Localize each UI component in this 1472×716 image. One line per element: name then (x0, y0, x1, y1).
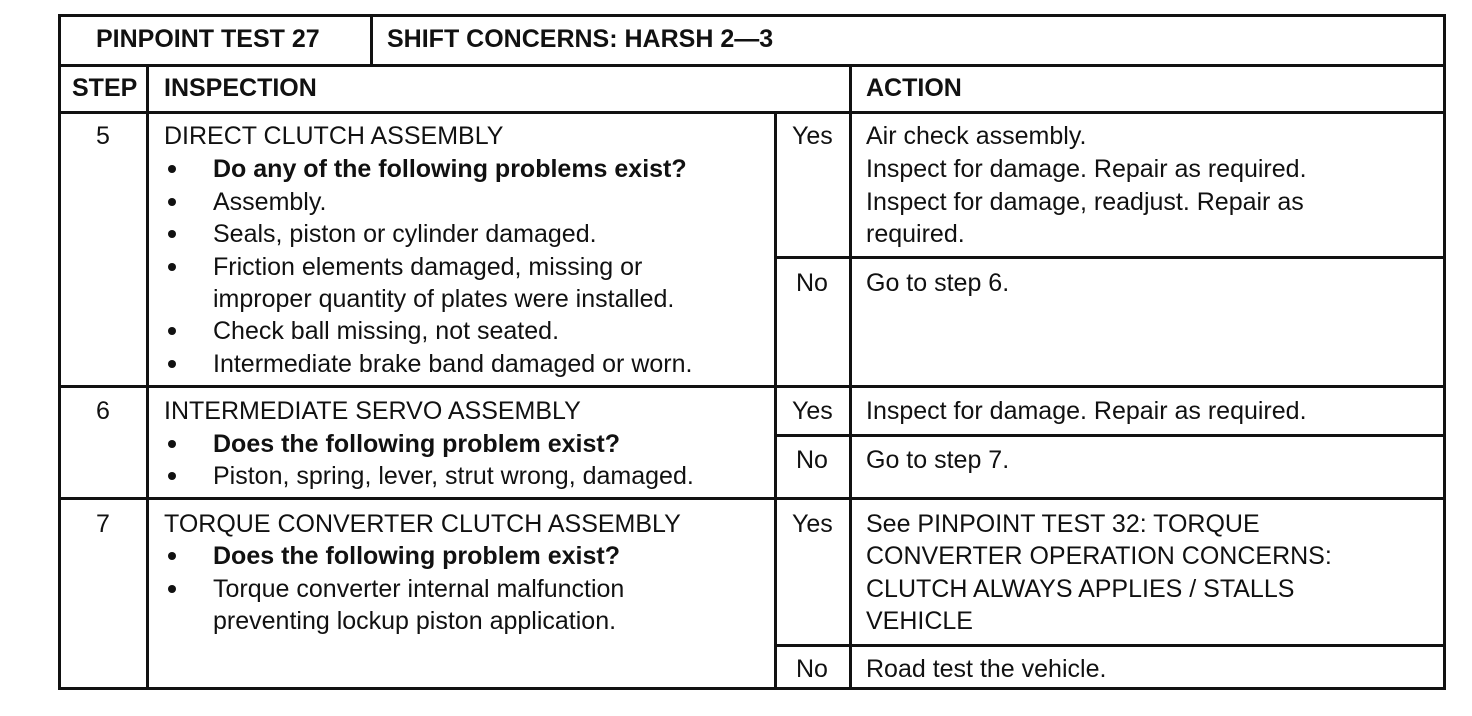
step-question: Does the following problem exist? (213, 430, 620, 458)
step-heading: TORQUE CONVERTER CLUTCH ASSEMBLY (164, 510, 681, 538)
test-title: SHIFT CONCERNS: HARSH 2—3 (387, 25, 774, 53)
inspection-item-continued: preventing lockup piston application. (213, 607, 617, 635)
rule-header-bottom (58, 64, 1446, 67)
bullet-icon (168, 263, 176, 271)
bullet-icon (168, 198, 176, 206)
rule-step7-yes-no (774, 644, 1446, 647)
step-heading: DIRECT CLUTCH ASSEMBLY (164, 122, 504, 150)
yes-action-line: CONVERTER OPERATION CONCERNS: (866, 542, 1332, 570)
inspection-item: Friction elements damaged, missing or (213, 253, 643, 281)
answer-no: No (796, 269, 828, 297)
answer-no: No (796, 655, 828, 683)
answer-yes: Yes (792, 510, 833, 538)
inspection-item: Torque converter internal malfunction (213, 575, 625, 603)
yes-action-line: VEHICLE (866, 607, 973, 635)
bullet-icon (168, 165, 176, 173)
answer-yes: Yes (792, 122, 833, 150)
bullet-icon (168, 472, 176, 480)
inspection-item: Seals, piston or cylinder damaged. (213, 220, 597, 248)
inspection-item: Piston, spring, lever, strut wrong, damaged. (213, 462, 694, 490)
bullet-icon (168, 440, 176, 448)
rule-step6-yes-no (774, 434, 1446, 437)
yes-action-line: Inspect for damage. Repair as required. (866, 397, 1307, 425)
column-header-action: ACTION (866, 74, 962, 102)
no-action-line: Go to step 6. (866, 269, 1010, 297)
step-question: Do any of the following problems exist? (213, 155, 687, 183)
rule-step-col (146, 64, 149, 690)
step-number: 5 (96, 122, 110, 150)
inspection-item: Assembly. (213, 188, 327, 216)
inspection-item-continued: improper quantity of plates were installed. (213, 285, 675, 313)
column-header-inspection: INSPECTION (164, 74, 317, 102)
rule-step5-bottom (58, 385, 1446, 388)
rule-step6-bottom (58, 497, 1446, 500)
answer-no: No (796, 446, 828, 474)
rule-header-divider (370, 14, 373, 66)
column-header-step: STEP (72, 74, 138, 102)
rule-step5-yes-no (774, 256, 1446, 259)
yes-action-line: See PINPOINT TEST 32: TORQUE (866, 510, 1260, 538)
yes-action-line: Air check assembly. (866, 122, 1087, 150)
yes-action-line: CLUTCH ALWAYS APPLIES / STALLS (866, 575, 1295, 603)
inspection-item: Intermediate brake band damaged or worn. (213, 350, 693, 378)
step-number: 7 (96, 510, 110, 538)
answer-yes: Yes (792, 397, 833, 425)
step-heading: INTERMEDIATE SERVO ASSEMBLY (164, 397, 581, 425)
test-id: PINPOINT TEST 27 (96, 25, 320, 53)
step-question: Does the following problem exist? (213, 542, 620, 570)
bullet-icon (168, 360, 176, 368)
no-action-line: Go to step 7. (866, 446, 1010, 474)
bullet-icon (168, 552, 176, 560)
rule-answer-col (774, 111, 777, 690)
bullet-icon (168, 230, 176, 238)
bullet-icon (168, 585, 176, 593)
no-action-line: Road test the vehicle. (866, 655, 1107, 683)
step-number: 6 (96, 397, 110, 425)
rule-columns-bottom (58, 111, 1446, 114)
inspection-item: Check ball missing, not seated. (213, 317, 560, 345)
rule-action-col (849, 64, 852, 690)
yes-action-line: Inspect for damage. Repair as required. (866, 155, 1307, 183)
yes-action-line: required. (866, 220, 965, 248)
yes-action-line: Inspect for damage, readjust. Repair as (866, 188, 1304, 216)
bullet-icon (168, 327, 176, 335)
